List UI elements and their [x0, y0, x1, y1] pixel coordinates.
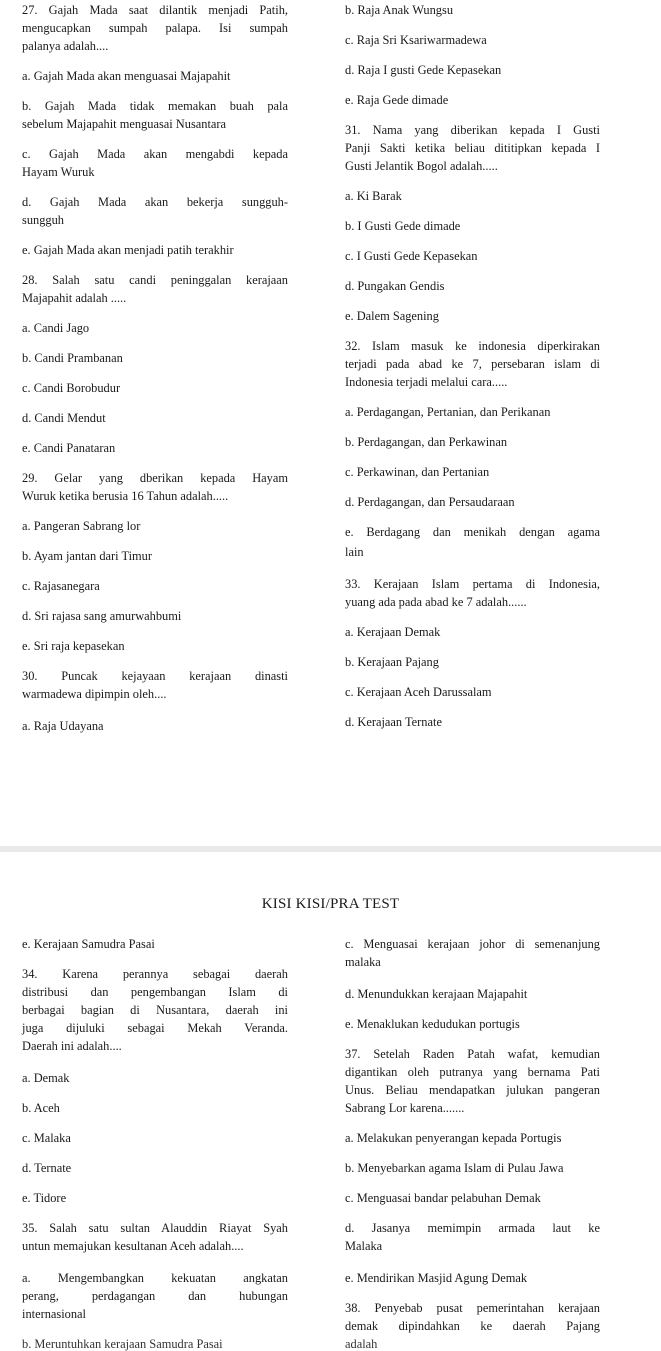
q31-line-3: Gusti Jelantik Bogol adalah.....: [345, 159, 498, 173]
q27-option-e: e. Gajah Mada akan menjadi patih terakhir: [22, 243, 234, 257]
q33-option-e: e. Kerajaan Samudra Pasai: [22, 937, 155, 951]
q34-option-c: c. Malaka: [22, 1131, 71, 1145]
q29-line-2: Wuruk ketika berusia 16 Tahun adalah.....: [22, 489, 229, 503]
q27-line-1: 27. Gajah Mada saat dilantik menjadi Patih,: [22, 3, 288, 17]
q31-line-1: 31. Nama yang diberikan kepada I Gusti: [345, 123, 600, 137]
q31-option-d: d. Pungakan Gendis: [345, 279, 445, 293]
q35-option-a-line-1: a. Mengembangkan kekuatan angkatan: [22, 1271, 288, 1285]
q37-option-d-line-1: d. Jasanya memimpin armada laut ke: [345, 1221, 600, 1235]
q37-line-3: Unus. Beliau mendapatkan julukan pangeran: [345, 1083, 600, 1097]
q27-line-2: mengucapkan sumpah palapa. Isi sumpah: [22, 21, 288, 35]
q29-option-a: a. Pangeran Sabrang lor: [22, 519, 141, 533]
q27-option-b-line-1: b. Gajah Mada tidak memakan buah pala: [22, 99, 288, 113]
q33-option-d: d. Kerajaan Ternate: [345, 715, 442, 729]
q32-option-e-line-2: lain: [345, 545, 364, 559]
q38-line-3: adalah: [345, 1337, 378, 1351]
q27-option-c-line-2: Hayam Wuruk: [22, 165, 95, 179]
q27-option-d-line-1: d. Gajah Mada akan bekerja sungguh-: [22, 195, 288, 209]
q32-option-b: b. Perdagangan, dan Perkawinan: [345, 435, 508, 449]
q36-option-c-line-2: malaka: [345, 955, 381, 969]
q32-option-a: a. Perdagangan, Pertanian, dan Perikanan: [345, 405, 551, 419]
q34-line-3: berbagai bagian di Nusantara, daerah ini: [22, 1003, 288, 1017]
q35-option-b: b. Meruntuhkan kerajaan Samudra Pasai: [22, 1337, 223, 1351]
q36-option-e: e. Menaklukan kedudukan portugis: [345, 1017, 520, 1031]
q32-line-1: 32. Islam masuk ke indonesia diperkirakan: [345, 339, 600, 353]
q31-option-c: c. I Gusti Gede Kepasekan: [345, 249, 478, 263]
q28-line-1: 28. Salah satu candi peninggalan kerajaan: [22, 273, 288, 287]
q28-option-d: d. Candi Mendut: [22, 411, 106, 425]
q31-option-e: e. Dalem Sagening: [345, 309, 439, 323]
q37-option-d-line-2: Malaka: [345, 1239, 383, 1253]
q38-line-2: demak dipindahkan ke daerah Pajang: [345, 1319, 600, 1333]
q37-option-a: a. Melakukan penyerangan kepada Portugis: [345, 1131, 562, 1145]
q32-option-d: d. Perdagangan, dan Persaudaraan: [345, 495, 515, 509]
q37-line-1: 37. Setelah Raden Patah wafat, kemudian: [345, 1047, 600, 1061]
q36-option-c-line-1: c. Menguasai kerajaan johor di semenanjung: [345, 937, 600, 951]
q35-line-1: 35. Salah satu sultan Alauddin Riayat Syah: [22, 1221, 288, 1235]
q33-option-c: c. Kerajaan Aceh Darussalam: [345, 685, 492, 699]
q28-option-b: b. Candi Prambanan: [22, 351, 123, 365]
q32-option-c: c. Perkawinan, dan Pertanian: [345, 465, 490, 479]
q29-option-d: d. Sri rajasa sang amurwahbumi: [22, 609, 182, 623]
q37-option-b: b. Menyebarkan agama Islam di Pulau Jawa: [345, 1161, 564, 1175]
q28-option-e: e. Candi Panataran: [22, 441, 116, 455]
q34-option-a: a. Demak: [22, 1071, 70, 1085]
q30-option-b: b. Raja Anak Wungsu: [345, 3, 454, 17]
q34-line-5: Daerah ini adalah....: [22, 1039, 122, 1053]
q34-line-2: distribusi dan pengembangan Islam di: [22, 985, 288, 999]
q30-line-2: warmadewa dipimpin oleh....: [22, 687, 167, 701]
q30-option-a: a. Raja Udayana: [22, 719, 104, 733]
q37-line-2: digantikan oleh putranya yang bernama Pati: [345, 1065, 600, 1079]
q32-line-2: terjadi pada abad ke 7, persebaran islam di: [345, 357, 600, 371]
q38-line-1: 38. Penyebab pusat pemerintahan kerajaan: [345, 1301, 600, 1315]
q27-option-c-line-1: c. Gajah Mada akan mengabdi kepada: [22, 147, 288, 161]
page-heading: KISI KISI/PRA TEST: [261, 896, 400, 912]
q33-option-a: a. Kerajaan Demak: [345, 625, 441, 639]
q27-line-3: palanya adalah....: [22, 39, 109, 53]
q27-option-b-line-2: sebelum Majapahit menguasai Nusantara: [22, 117, 227, 131]
q28-option-c: c. Candi Borobudur: [22, 381, 121, 395]
q30-option-c: c. Raja Sri Ksariwarmadewa: [345, 33, 487, 47]
q31-option-b: b. I Gusti Gede dimade: [345, 219, 461, 233]
q34-option-d: d. Ternate: [22, 1161, 72, 1175]
q32-line-3: Indonesia terjadi melalui cara.....: [345, 375, 508, 389]
q27-option-a: a. Gajah Mada akan menguasai Majapahit: [22, 69, 231, 83]
q37-option-e: e. Mendirikan Masjid Agung Demak: [345, 1271, 528, 1285]
q29-option-b: b. Ayam jantan dari Timur: [22, 549, 152, 563]
q34-option-b: b. Aceh: [22, 1101, 60, 1115]
q37-line-4: Sabrang Lor karena.......: [345, 1101, 465, 1115]
q30-option-e: e. Raja Gede dimade: [345, 93, 449, 107]
q29-line-1: 29. Gelar yang dberikan kepada Hayam: [22, 471, 288, 485]
q34-line-1: 34. Karena perannya sebagai daerah: [22, 967, 288, 981]
document-page-2: [0, 852, 661, 1351]
q28-line-2: Majapahit adalah .....: [22, 291, 127, 305]
q27-option-d-line-2: sungguh: [22, 213, 64, 227]
q37-option-c: c. Menguasai bandar pelabuhan Demak: [345, 1191, 541, 1205]
q30-option-d: d. Raja I gusti Gede Kepasekan: [345, 63, 502, 77]
q35-option-a-line-3: internasional: [22, 1307, 86, 1321]
q29-option-e: e. Sri raja kepasekan: [22, 639, 125, 653]
q28-option-a: a. Candi Jago: [22, 321, 90, 335]
q33-option-b: b. Kerajaan Pajang: [345, 655, 439, 669]
q34-option-e: e. Tidore: [22, 1191, 67, 1205]
q30-line-1: 30. Puncak kejayaan kerajaan dinasti: [22, 669, 288, 683]
q34-line-4: juga dijuluki sebagai Mekah Veranda.: [22, 1021, 288, 1035]
q33-line-2: yuang ada pada abad ke 7 adalah......: [345, 595, 527, 609]
q32-option-e-line-1: e. Berdagang dan menikah dengan agama: [345, 525, 600, 539]
q31-line-2: Panji Sakti ketika beliau dititipkan kepada I: [345, 141, 600, 155]
q35-line-2: untun memajukan kesultanan Aceh adalah....: [22, 1239, 244, 1253]
q33-line-1: 33. Kerajaan Islam pertama di Indonesia,: [345, 577, 600, 591]
q35-option-a-line-2: perang, perdagangan dan hubungan: [22, 1289, 288, 1303]
q31-option-a: a. Ki Barak: [345, 189, 402, 203]
q36-option-d: d. Menundukkan kerajaan Majapahit: [345, 987, 528, 1001]
q29-option-c: c. Rajasanegara: [22, 579, 100, 593]
